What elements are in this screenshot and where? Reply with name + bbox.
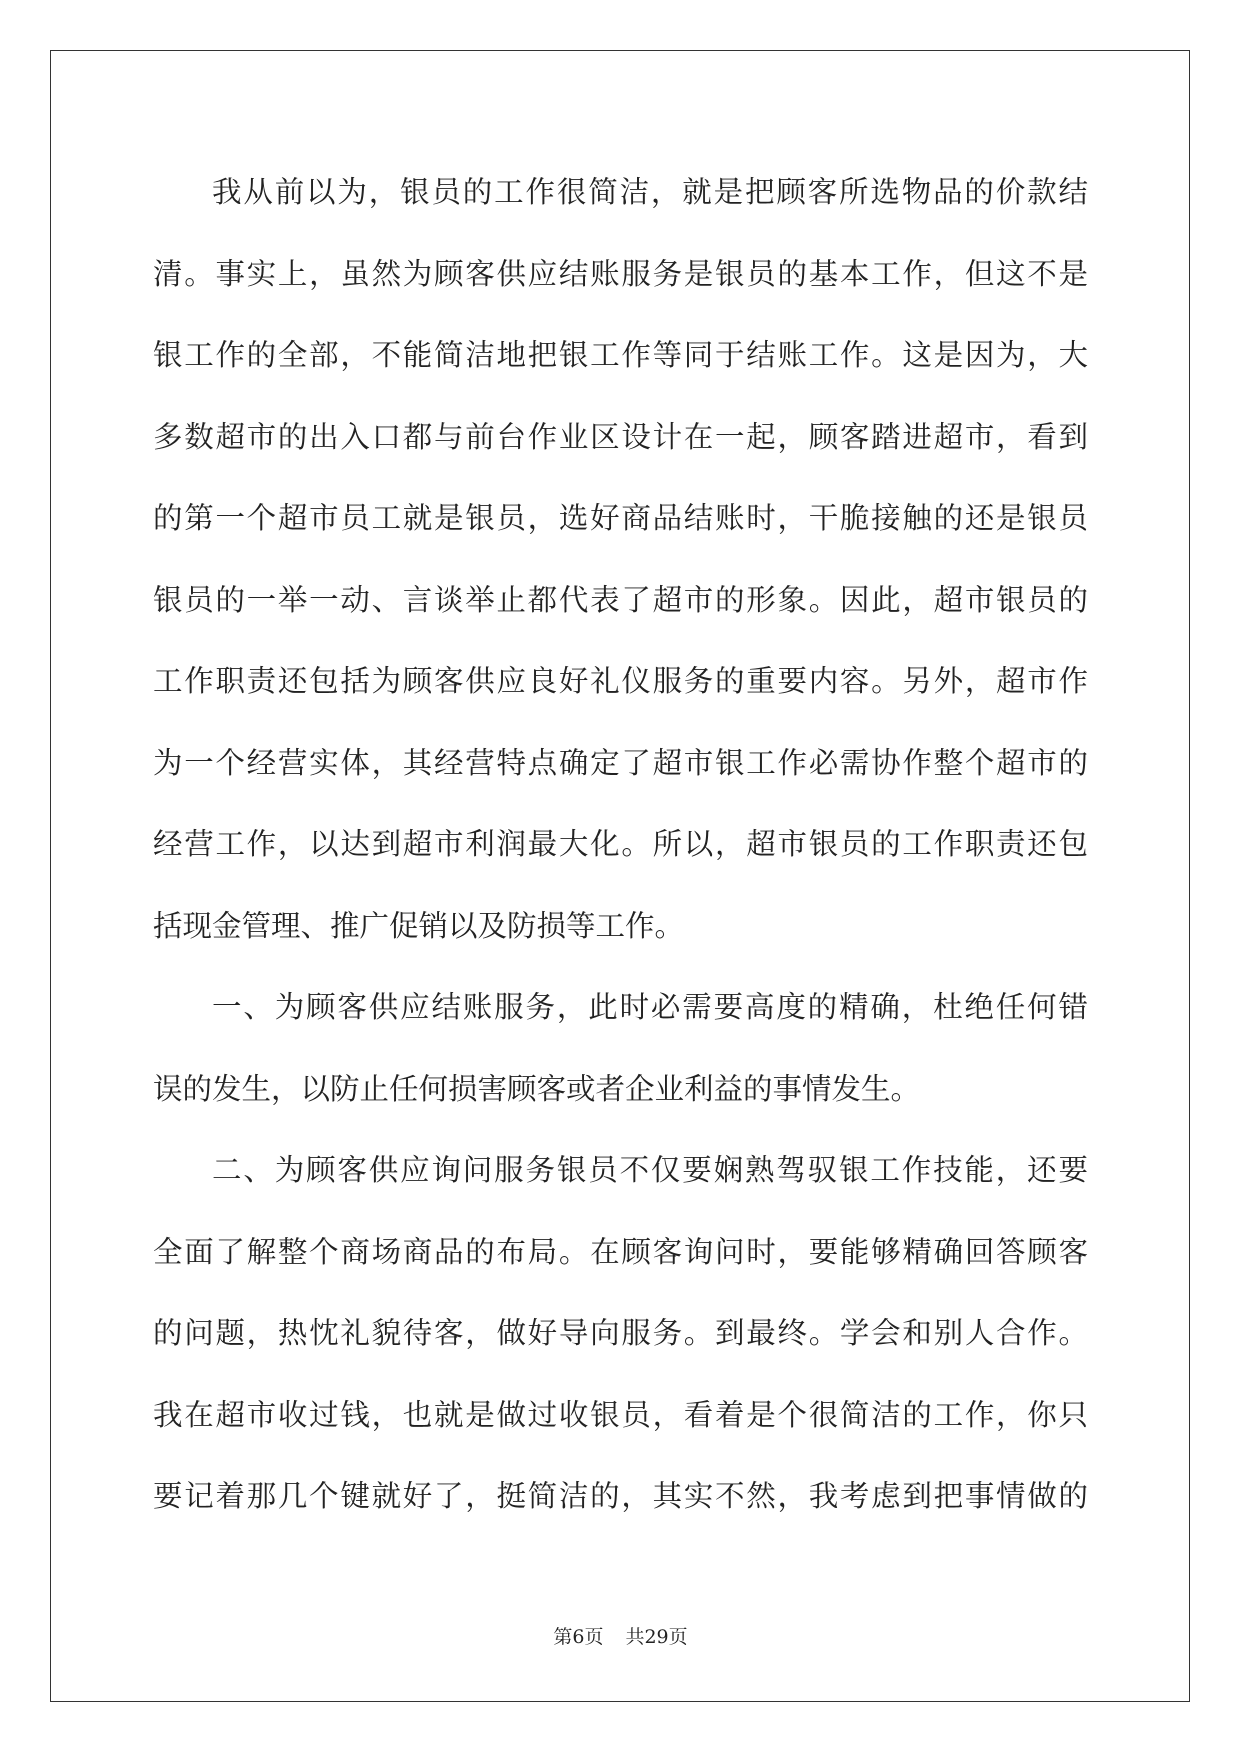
document-body [153,152,1088,1538]
paragraph-1-line-1: 我从前以为，银员的工作很简洁，就是把顾客所选物品的价款结 [212,175,1088,209]
paragraph-2-line-2: 误的发生，以防止任何损害顾客或者企业利益的事情发生。 [153,1071,921,1106]
paragraph-3-line-5: 要记着那几个键就好了，挺简洁的，其实不然，我考虑到把事情做的 [153,1479,1088,1513]
paragraph-1-line-10: 括现金管理、推广促销以及防损等工作。 [153,908,685,943]
paragraph-1-line-9: 经营工作，以达到超市利润最大化。所以，超市银员的工作职责还包 [153,827,1088,861]
paragraph-1-line-3: 银工作的全部，不能简洁地把银工作等同于结账工作。这是因为，大 [153,338,1088,372]
paragraph-1-line-4: 多数超市的出入口都与前台作业区设计在一起，顾客踏进超市，看到 [153,419,1088,454]
page-footer [0,1622,1241,1649]
paragraph-1-line-8: 为一个经营实体，其经营特点确定了超市银工作必需协作整个超市的 [153,745,1088,780]
paragraph-3-line-2: 全面了解整个商场商品的布局。在顾客询问时，要能够精确回答顾客 [153,1234,1088,1269]
current-page-number: 第6页 [553,1626,604,1648]
paragraph-1-line-7: 工作职责还包括为顾客供应良好礼仪服务的重要内容。另外，超市作 [153,664,1088,698]
paragraph-1-line-5: 的第一个超市员工就是银员，选好商品结账时，干脆接触的还是银员 [153,501,1088,535]
paragraph-3-line-1: 二、为顾客供应询问服务银员不仅要娴熟驾驭银工作技能，还要 [212,1153,1088,1187]
paragraph-1-line-2: 清。事实上，虽然为顾客供应结账服务是银员的基本工作，但这不是 [153,256,1088,291]
paragraph-1-line-6: 银员的一举一动、言谈举止都代表了超市的形象。因此，超市银员的 [153,582,1088,617]
total-pages-count: 共29页 [625,1626,688,1648]
paragraph-2-line-1: 一、为顾客供应结账服务，此时必需要高度的精确，杜绝任何错 [212,990,1088,1024]
paragraph-3-line-3: 的问题，热忱礼貌待客，做好导向服务。到最终。学会和别人合作。 [153,1316,1088,1350]
paragraph-3-line-4: 我在超市收过钱，也就是做过收银员，看着是个很简洁的工作，你只 [153,1397,1088,1432]
